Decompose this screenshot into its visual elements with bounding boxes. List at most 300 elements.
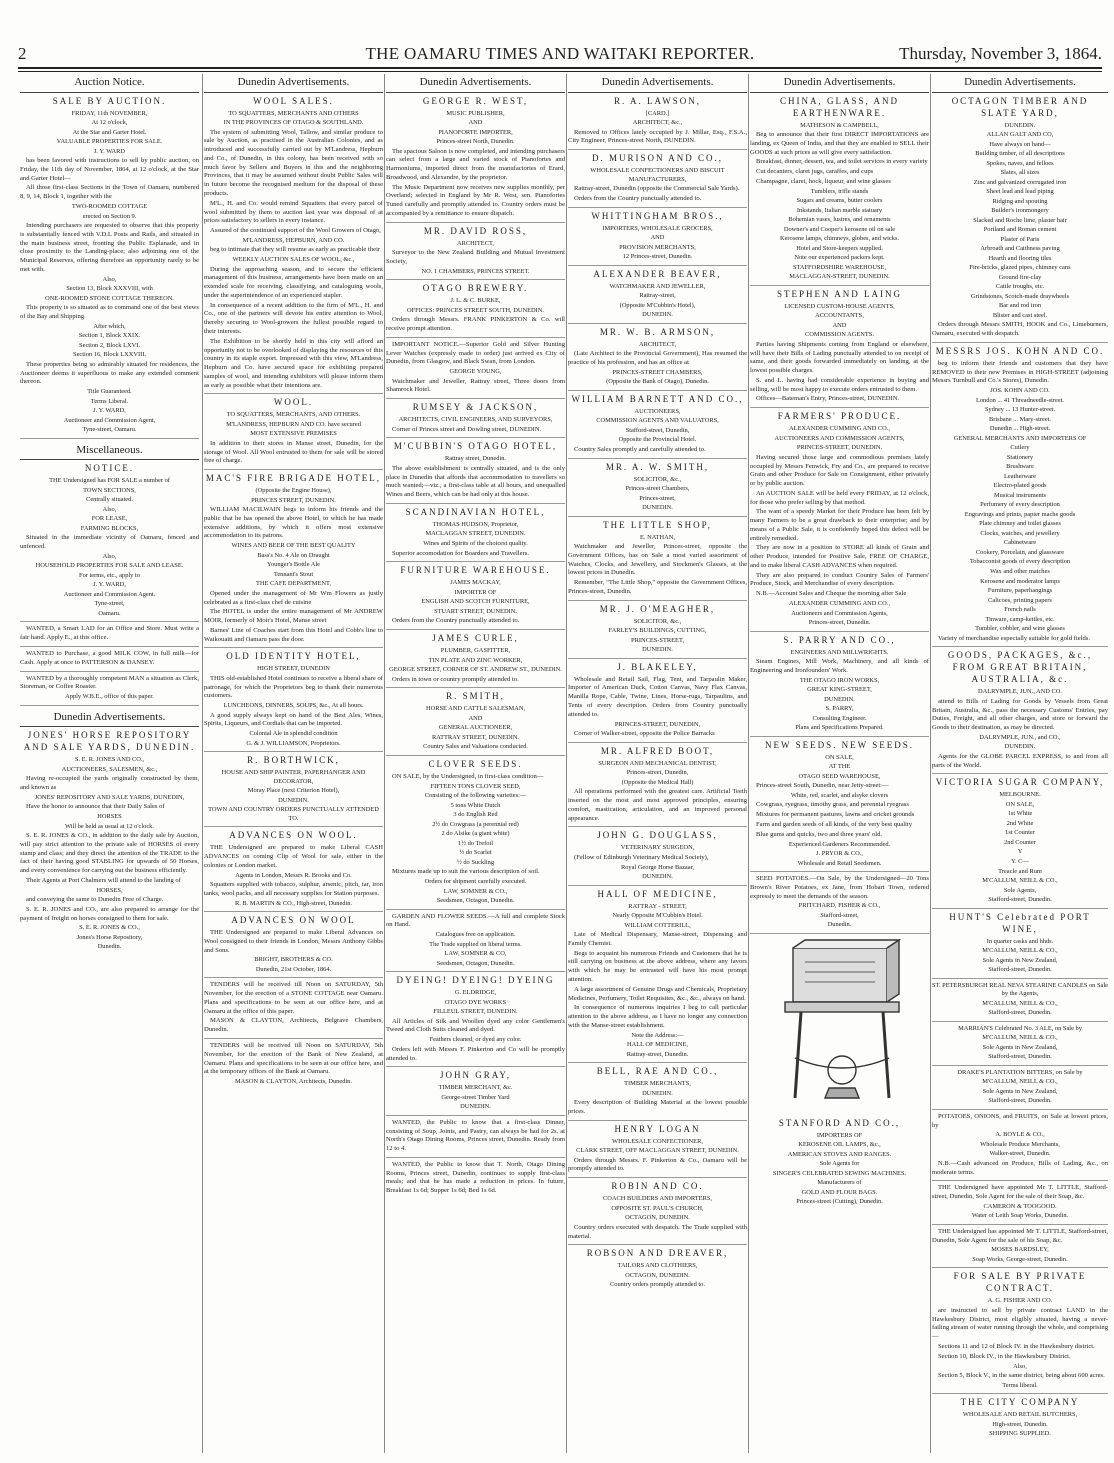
ad-line: In addition to their stores in Manse street, Dunedin, for the storage of Wool. All Wool entrusted to them for sale will be stored free of charge. [204,439,383,465]
ad-line: All Articles of Silk and Woollen dyed any color Gentlemen's Tweed and Cloth Suits cleaned and dyed. [386,1017,565,1034]
advertisement [568,1181,747,1245]
ad-line: Centrally situated. [86,496,133,504]
ad-line: MUSIC PUBLISHER, [446,109,505,117]
ad-line: COMMISSION AGENTS. [805,331,874,339]
ad-line: Perfumery of every description [980,501,1060,509]
issue-date: Thursday, November 3, 1864. [899,44,1102,63]
advertisement [386,759,565,910]
ad-line: FOR LEASE, [91,515,128,523]
ad-line: All operations performed with the greatest care. Artificial Teeth inserted on the most and most approved principles, ensuring comfort, mastication, articulation, and an improved personal appearance. [568,788,747,822]
ad-line: Also, [1013,1362,1027,1370]
advertisement [204,981,383,1039]
ad-line: DUNEDIN. [642,873,673,881]
ad-line: BRIGHT, BROTHERS & CO. [254,956,333,964]
ad-line: IMPORTERS, WHOLESALE GROCERS, [602,224,713,232]
ad-line: Dunedin. [827,921,852,929]
ad-line: PLUMBER, GASFITTER, [440,647,511,655]
ad-line: IMPORTER OF [454,588,497,596]
ad-line: Mixtures made up to suit the various description of soil. [392,868,540,876]
ad-title: OLD IDENTITY HOTEL, [226,651,361,662]
advertisement [386,633,565,688]
advertisement [20,625,199,647]
ad-line: Auctioneer and Commission Agent. [63,590,156,598]
ad-line: Cookery, Porcelain, and glassware [975,548,1065,556]
ad-line: Corner of Princes street and Dowling street, DUNEDIN. [392,425,542,433]
ad-line: Agents in London, Messrs R. Brooks and Co. [235,871,352,879]
ad-title: MAC'S FIRE BRIGADE HOTEL, [205,473,382,484]
ad-line: Terms Liberal. [90,397,129,405]
ad-line: DUNEDIN. [642,504,673,512]
advertisement [568,830,747,885]
ad-title: NOTICE. [84,463,135,474]
ad-line: PRINCES STREET, DUNEDIN. [251,496,336,504]
ad-line: Stationery [1006,453,1034,461]
ad-line: CLARK STREET, OFF MACLAGGAN STREET, DUNEDIN. [576,1147,739,1155]
ad-line: Superior accomodation for Boarders and Travellers. [392,549,529,557]
ad-line: In consequence of numerous inquiries I beg to call particular attention to the above address, as I have no longer any connection with the Manse-street establishment. [568,1004,747,1029]
ad-line: Orders for shipment carefully executed. [424,878,527,886]
ad-line: Rattray street, Dunedin. [444,455,507,463]
ad-line: 1st White [1007,810,1033,818]
ad-line: Remember, "The Little Shop," opposite the Government Offices, Princes-street, Dunedin. [568,579,747,595]
ad-title: HALL OF MEDICINE, [597,888,718,899]
ad-line: Kerosene lamps, chimneys, globes, and wicks. [779,235,900,243]
ad-line: THE Undersigned have appointed Mr T. LITTLE, Stafford-street, Dunedin, Sole Agent for the sale of their Soap, &c. [932,1184,1108,1201]
ad-line: Seedsmen, Octagon, Dunedin. [436,959,515,967]
ad-line: OCTAGON, DUNEDIN. [625,1271,690,1279]
ad-line: The system of submitting Wool, Tallow, and similar produce to sale by Auction, as practised in the Australian Colonies, and as introduced and successfully carried out by M'Landress, Hepburn and Co., of Dunedin, in this colony, has been received with so much favor by Sellers and Buyers in this and the neighboring Provinces, that it may be assumed without doubt Public Sales will in future become the recognised medium for the disposal of these products. [204,128,383,197]
ad-line: ENGINEERS AND MILLWRIGHTS. [790,648,889,656]
ad-line: ON SALE, [1005,800,1035,808]
ad-line: Begs to acquaint his numerous Friends and Customers that he is still carrying on business at the above address, where any favors with which he may be entrusted will have his most prompt attention. [568,949,747,984]
ad-line: S. E. R. JONES & CO., [79,924,140,932]
advertisement [750,740,929,872]
advertisement [932,346,1108,647]
ad-line: Brisbane ... Mary-street. [988,415,1052,423]
ad-title: FURNITURE WAREHOUSE. [400,565,551,576]
ad-line: Tennant's Stout [273,570,314,578]
ad-line: (Opposite the Engine House), [255,487,332,495]
ad-title: RUMSEY & JACKSON, [412,402,539,413]
ad-title: ADVANCES ON WOOL. [229,830,358,841]
ad-line: Parties having Shipments coming from England or elsewhere, will have their Bills of Lading punctually attended to on receipt of same, and their goods forwarded immediately on landing, at the lowest possible charges. [750,340,929,375]
ad-line: SEED POTATOES.—On Sale, by the Undersigned—20 Tons Brown's River Potatoes, ex Jane, from Hobart Town, ordered expressly to meet the demands of the season. [750,875,929,900]
ad-line: Title Guaranteed. [87,388,132,396]
ad-line: M'CALLUM, NEILL & CO., [982,877,1058,885]
ad-line: Orders from the Country punctually attended to. [392,617,520,625]
ad-line: NO. 1 CHAMBERS, PRINCES STREET. [421,267,530,275]
ad-line: Note our experienced packers kept. [794,254,885,262]
ad-line: DUNEDIN. [824,695,855,703]
ad-line: TOWN AND COUNTRY ORDERS PUNCTUALLY ATTENDED TO. [208,806,379,822]
ad-line: SHIPPING SUPPLIED. [989,1430,1051,1438]
ad-line: Will be held as usual at 12 o'clock. [65,822,154,830]
ad-line: Rattray-street, Dunedin. [626,1050,689,1058]
ad-line: Cattle troughs, etc. [995,283,1045,291]
ad-line: WANTED, the Public to know that T. North, Otago Dining Rooms, Princes street, Dunedin, continues to supply first-class meals; and that he has made a reduction in prices. In future, Breakfast 1s 6d; Supper 1s 6d; Bed 1s 6d. [386,1160,565,1195]
advertisement [568,462,747,517]
ad-line: STUART STREET, DUNEDIN. [434,607,517,615]
ad-line: TOWN SECTIONS, [83,486,136,494]
ad-line: IN THE PROVINCES OF OTAGO & SOUTHLAND. [223,119,364,127]
advertisement [20,730,199,955]
advertisement [932,1228,1108,1269]
ad-line: Opposite the Provincial Hotel. [618,436,697,444]
ad-line: Dunedin ... High-street. [989,425,1051,433]
ad-line: M'L., H. and Co. would remind Squatters that every parcel of wool submitted by them to auction last year was disposal of at prices satisfactory to sellers in every instance. [204,199,383,225]
ad-line: Bar and rod iron [998,302,1042,310]
ad-line: Beg to announce that their first DIRECT IMPORTATIONS are landing, ex Queen of India, and that they are enabled to SELL their GOODS at such prices as will give every satisfaction. [750,131,929,156]
ad-line: Opened under the management of Mr Wm Flowers as justly celebrated as a first-class chef de cuisine [204,589,383,606]
ad-line: J. Y. WARD, [93,407,126,415]
ad-line: M'LANDRESS, HEPBURN AND CO. have secured [226,420,361,428]
ad-line: COACH BUILDERS AND IMPORTERS, [603,1195,712,1203]
ad-title: R. A. LAWSON, [613,95,702,106]
advertisement [204,755,383,827]
ad-line: DUNEDIN. [1004,121,1036,129]
ad-line: Calicoes, printing papers [988,596,1052,604]
newspaper-title: THE OAMARU TIMES AND WAITAKI REPORTER. [365,44,755,63]
ad-line: JONES' REPOSITORY AND SALE YARDS, DUNEDIN, [34,793,185,801]
advertisement [386,341,565,399]
ad-line: Colonial Ale in splendid condition [249,730,338,738]
ad-line: GEORGE STREET, CORNER OF ST. ANDREW ST., DUNEDIN. [389,666,562,674]
ad-line: ENGLISH AND SCOTCH FURNITURE, [421,598,530,606]
ad-line: N.B.—Account Sales and Cheque the morning after Sale [756,590,907,598]
ad-line: N.B.—Cash advanced on Produce, Bills of Lading, &c., on moderate terms. [932,1159,1108,1176]
advertisement [568,269,747,324]
ad-line: M'CALLUM, NEILL & CO., [982,1078,1058,1086]
ad-line: AUCTIONEERS AND COMMISSION AGENTS, [774,434,905,442]
ad-line: Moray Place (next Criterion Hotel), [247,787,340,795]
ad-line: THE Undersigned has appointed Mr T. LITTLE, Stafford-street, Dunedin, Sole Agent for the sale of his Soap, &c. [932,1227,1108,1244]
ad-line: Sole Agents in New Zealand, [982,1043,1058,1051]
ad-title: OCTAGON TIMBER AND SLATE YARD, [951,95,1089,118]
ad-line: Ridging and spouting [992,197,1048,205]
ad-line: The Trade supplied on liberal terms. [429,940,522,948]
ad-line: For terms, etc., apply to [79,571,140,579]
ad-line: VALUABLE PROPERTIES FOR SALE. [56,138,163,146]
column-heading: Dunedin Advertisements. [386,74,565,93]
ad-line: TO SQUATTERS, MERCHANTS, AND OTHERS. [226,411,361,419]
ad-line: Section 5, Block V., in the same district, being about 600 acres. [938,1372,1105,1380]
column-heading: Dunedin Advertisements. [568,74,747,93]
advertisement [20,650,199,672]
ad-line: Removed to Offices lately occupied by J. Millar, Esq., F.S.A., City Engineer, Princes-street North, DUNEDIN. [568,128,747,145]
ad-line: ST. PETERSBURGH REAL NEVA STEARINE CANDLES on Sale by the Agents, [932,981,1108,998]
ad-line: The want of a speedy Market for their Produce has been felt by many Farmers to be a great drawback to their enterprise; and by means of a Public Sale, it is confidently hoped this defect will be entirely remedied. [750,508,929,542]
ad-title: GOODS, PACKAGES, &c., FROM GREAT BRITAIN, AUSTRALIA, &c. [947,650,1093,685]
advertisement [932,1069,1108,1110]
ad-title: VICTORIA SUGAR COMPANY, [935,777,1105,788]
ad-line: Orders in town or country promptly attended to. [392,675,519,683]
ad-line: Downer's and Cooper's kerosene oil on sale [783,225,896,233]
advertisement [568,1124,747,1179]
column-6 [932,74,1108,1453]
ad-line: GREAT KING-STREET, [807,686,872,694]
ad-line: Tumbler, cobbler, and wine glasses [975,625,1065,633]
ad-line: DALRYMPLE, JUN., AND CO. [978,688,1062,696]
ad-line: Stafford-street, Dunedin. [988,1053,1052,1061]
ad-line: Bass's No. 4 Ale on Draught [257,551,330,559]
ad-line: Rattray-street, [639,292,676,300]
ad-line: E. NATHAN, [640,533,675,541]
ad-title: HENRY LOGAN [614,1123,701,1134]
advertisement [204,915,383,978]
advertisement [750,875,929,934]
ad-title: MR. ALFRED BOOT, [600,745,715,756]
advertisement [386,1161,565,1199]
ad-line: Agents for the GLOBE PARCEL EXPRESS, to and from all parts of the World. [932,752,1108,769]
ad-line: Blue gums and quicks, two and three years' old. [756,830,883,838]
ad-line: (Opposite the Medical Hall) [621,778,694,786]
column-5 [750,74,929,1453]
ad-line: has been favored with instructions to sell by public auction, on Friday, the 11th day of November, 1864, at 12 o'clock, at the Star and Garter Hotel— [20,157,199,182]
ad-line: Consulting Engineer. [812,714,867,722]
ad-line: ½ do Suckling [456,858,495,866]
advertisement [568,211,747,266]
ad-title: WHITTINGHAM BROS., [591,210,724,221]
advertisement [386,283,565,338]
ad-line: Builder's ironmongery [991,207,1049,215]
ad-line: LUNCHEONS, DINNERS, SOUPS, &c., At all hours. [223,702,364,710]
ad-line: Blister and cast steel. [992,311,1048,319]
ad-line: Sections 11 and 12 of Block IV. in the Hawkesbury district. [938,1343,1095,1350]
ad-line: G. & J. WILLIAMSON, Proprietors. [246,739,341,747]
ad-line: Cowgrass, ryegrass, timothy grass, and perennial ryegrass [756,801,909,809]
ad-line: WHOLESALE CONFECTIONER, [612,1137,703,1145]
ad-line: Zinc and galvanized corrugated iron [973,178,1067,186]
ad-line: Section 10, Block IV., in the Hawkesbury District. [938,1352,1071,1360]
ad-line: Orders through Messrs. FRANK PINKERTON & Co. will receive prompt attention. [386,316,565,333]
section-heading: Dunedin Advertisements. [20,709,199,728]
ad-line: AND [832,321,847,329]
ad-title: MR. J. O'MEAGHER, [599,603,716,614]
ad-line: Spokes, naves, and felloes [986,159,1054,167]
ad-line: HOUSE AND SHIP PAINTER, PAPERHANGER AND DECORATOR, [221,769,366,785]
ad-title: M'CUBBIN'S OTAGO HOTEL, [393,441,558,452]
advertisement [932,650,1108,774]
ad-title: MR. A. W. SMITH, [605,461,710,472]
ad-line: They are now in a position to STORE all kinds of Grain and other Produce, intended for Positive Sale, FREE OF CHARGE, and to make liberal CASH ADVANCES when required. [750,544,929,569]
ad-line: LAW, SOMNER & CO., [443,887,508,895]
ad-line: M'LANDRESS, HEPBURN, AND CO. [242,236,345,244]
ad-line: The HOTEL is under the entire management of Mr ANDREW MOIR, formerly of Moir's Hotel, Manse street [204,608,383,625]
ad-line: Sole Agents for [819,1160,860,1168]
ad-line: PRINCES-STREET, [631,636,684,644]
advertisement [568,1066,747,1121]
ad-title: ALEXANDER BEAVER, [593,268,722,279]
ad-line: THE Undersigned are prepared to make Liberal Advances on Wool consigned to their friends in London, Messrs Anthony Gibbs and Sons. [204,929,383,954]
ad-line: TIN PLATE AND ZINC WORKER, [428,656,523,664]
advertisement [568,394,747,459]
ad-title: OTAGO BREWERY. [422,283,529,294]
ad-line: RATTRAY STREET, DUNEDIN. [431,733,520,741]
ad-line: S. E. R. JONES and CO., are also prepared to arrange for the payment of freight on horses consigned to them for sale. [20,905,199,922]
ad-line: MATHESON & CAMPBELL, [800,121,879,129]
ad-line: Section 16, Block LXXVIII. [73,351,146,359]
ad-title: STEPHEN AND LAING [777,288,902,299]
ad-line: FIFTEEN TONS CLOVER SEED, [430,782,521,790]
advertisement [568,327,747,391]
ad-line: beg to intimate that they will resume as early as practicable their [210,246,381,254]
ad-line: [CARD.] [645,109,670,117]
advertisement [750,938,929,1210]
advertisement [932,96,1108,343]
column-separator [202,74,203,1453]
ad-line: Stafford-street, Dunedin. [988,896,1052,904]
ad-line: JAMES MACKAY, [450,579,501,587]
ad-line: Also, [102,505,117,513]
ad-line: POTATOES, ONIONS, and FRUITS, on Sale at lowest prices, by [932,1112,1108,1129]
ad-line: AT THE [828,763,851,771]
ad-line: Having re-occupied the yards originally constructed by them, and known as [20,775,199,791]
ad-line: High-street, Dunedin. [992,1420,1048,1428]
ad-line: 2 do Alsike (a giant white) [441,830,510,838]
ad-line: SINGER'S CELEBRATED SEWING MACHINES. [772,1169,907,1177]
ad-line: Consisting of the following varieties:— [424,792,527,800]
ad-line: TAILORS AND CLOTHIERS, [617,1262,698,1270]
ad-line: The Exhibition to be shortly held in this city will afford an opportunity not to be overlooked of displaying the resources of this country in its staple export. Impressed with this view, M'Landress, Hepburn and Co. have secured space for exhibiting prepared samples of wool, and intending exhibitors will please inform them as early as possible what their intentions are. [204,337,383,389]
advertisement [20,463,199,622]
ad-line: beg to inform their friends and customers that they have REMOVED to their new Premises in HIGH-STREET (adjoining Messrs Turnbull and Co.'s Stores), Dunedin. [932,359,1108,385]
ad-line: The Music Department now receives new supplies monthly, per Overland; selected in England by Mr R. West, sen. Pianofortes Tuned carefully and promptly attended to. Country orders must be accompanied by a remittance to ensure dispatch. [386,183,565,218]
ad-line: In consequence of a recent addition to the firm of M'L., H. and Co., one of the partners will devote his entire attention to Wool, thereby securing to Wool-growers the fullest possible regard to their interests. [204,301,383,335]
ad-line: AND [468,714,483,722]
advertisement [932,1397,1108,1442]
ad-line: After which, [93,322,126,330]
ad-line: HALL OF MEDICINE, [626,1041,688,1049]
ad-line: TIMBER MERCHANT, &c. [438,1084,513,1092]
ad-line: DUNEDIN. [642,1089,673,1097]
ad-line: Princes-street, Dunedin, [626,769,689,777]
ad-title: WILLIAM BARNETT AND CO., [571,393,744,404]
ad-line: S. and L. having had considerable experience in buying and selling, will be most happy to execute orders entrusted to them. [750,376,929,393]
ad-title: R. BORTHWICK, [247,755,340,766]
ad-line: ARCHITECT, [639,340,676,348]
ad-title: R. SMITH, [446,691,505,702]
ad-line: HORSES [97,812,122,820]
ad-line: ALEXANDER CUMMING AND CO., [788,599,890,607]
advertisement [204,397,383,470]
ad-line: Leatherware [1004,472,1036,480]
ad-line: Also, [102,552,117,560]
ad-line: AND [650,234,665,242]
masthead [18,44,1102,64]
ad-line: RATTRAY - STREET, [628,902,687,910]
ad-line: Hotel and Store-keepers supplied. [796,244,883,252]
ad-line: Plate chimney and toilet glasses [979,520,1061,528]
ad-line: A. BOYLE & CO., [995,1131,1045,1139]
advertisement [386,691,565,756]
ad-line: A large assortment of Genuine Drugs and Chemicals, Proprietary Medicines, Perfumery, Toilet Requisites, &c., &c., always on hand. [568,985,747,1002]
ad-line: SURGEON AND MECHANICAL DENTIST, [598,759,717,767]
ad-line: Water of Leith Soap Works, Dunedin. [971,1212,1069,1220]
column-separator [566,74,567,1453]
ad-line: Princes-street (Cutting), Dunedin. [796,1198,883,1206]
ad-line: CAMERON & TOOGOOD. [983,1202,1057,1210]
ad-line: Section 1, Block XXIX. [78,332,141,340]
ad-line: MARRIAN'S Celebrated No. 3 ALE, on Sale by [958,1024,1082,1032]
ad-line: The spacious Saloon is now completed, and intending purchasers can select from a large and varied stock of Pianofortes and Harmoniums, imported direct from the manufactories of Erard, Broadwood, and Alexandre, by the proprietor. [386,147,565,181]
ad-title: WOOL. [273,397,314,408]
ad-line: Orders from the Country punctually attended to. [574,194,702,202]
ad-line: Tinware, camp-kettles, etc. [985,615,1055,623]
ad-title: GEORGE R. WEST, [422,95,529,106]
ad-title: THE CITY COMPANY [960,1397,1080,1408]
ad-title: BELL, RAE AND CO., [596,1066,719,1077]
ad-line: ½ do Scarlet [459,849,492,857]
ad-line: At the Star and Garter Hotel. [72,128,147,136]
ad-line: Have the honor to announce that their Daily Sales of [26,803,165,811]
ad-line: Electro-plated goods [993,482,1047,490]
ad-line: DRAKE'S PLANTATION BITTERS, on Sale by [957,1068,1083,1076]
ad-line: OTAGO DYE WORKS [444,998,507,1006]
ad-line: Bohemian vases, lustres, and ornaments [788,216,891,224]
ad-line: WANTED to Purchase, a good MILK COW, in full milk—for Cash. Apply at once to PATTERSON & DANSEY. [20,650,199,666]
ad-line: STAFFORDSHIRE WAREHOUSE, [792,263,887,271]
ad-line: LAW, SOMNER & CO, [444,950,507,958]
ad-line: At 12 o'clock, [91,119,128,127]
advertisement [568,153,747,208]
ad-line: Soap Works, George-street, Dunedin. [972,1255,1068,1263]
ad-line: PIANOFORTE IMPORTER, [438,128,513,136]
ad-line: Orders through Messrs. F. Pinkerton & Co., Oamaru will be promptly attended to. [568,1156,747,1173]
ad-line: These properties being so admirably situated for residences, the Auctioneer deems it superfluous to make any extended comment thereon. [20,360,199,386]
ad-line: AUCTIONEERS, SALESMEN, &c., [61,765,158,773]
ad-line: LICENSED CUSTOM-HOUSE AGENTS, [784,302,895,310]
ad-line: WILLIAM MACILWAIN begs to inform his friends and the public that he has opened the above Hotel, to which he has made extensive additions, by which it offers most extensive accommodation to its patrons. [204,506,383,540]
ad-line: Also, [102,275,117,283]
ad-line: SOLICITOR, &c., [633,617,682,625]
ad-line: MACLAGGAN STREET, DUNEDIN. [425,530,526,538]
ad-line: Fire-bricks, glazed pipes, chimney cans [969,264,1071,272]
advertisement [750,635,929,737]
advertisement [20,96,199,439]
ad-line: London ... 41 Threadneedle-street. [975,396,1065,404]
ad-line: (Opposite the Bank of Otago), Dunedin. [606,378,709,386]
ad-line: Sugars and creams, butter coolers [796,197,883,205]
ad-line: White, red, scarlet, and alsyke clovers [790,791,889,799]
ad-line: AUCTIONEERS, [634,407,681,415]
ad-line: Having secured those large and commodious premises lately occupied by Messrs Fenwick, Fry and Co., are prepared to receive Grain and other Produce for Sale on Consignment, either privately or by public auction. [750,453,929,488]
ad-line: Their Agents at Port Chalmers will attend to the landing of [26,876,181,884]
ad-line: 3 do English Red [453,811,498,819]
advertisement [386,1119,565,1158]
ad-line: DUNEDIN. [460,1103,491,1111]
ad-line: Offices—Bateman's Entry, Princes-street, DUNEDIN. [756,395,900,403]
ad-line: PRINCES-STREET, DUNEDIN. [796,444,883,452]
ad-title: ADVANCES ON WOOL [231,915,356,926]
ad-line: Sole Agents in New Zealand, [982,1087,1058,1095]
ad-line: A. G. FISHER AND CO. [987,1297,1053,1305]
advertisement [386,975,565,1067]
advertisement [750,411,929,631]
ad-line: DALRYMPLE, JUN., and CO., [979,733,1061,741]
ad-line: Slacked and Roche lime, plaster hair [973,216,1067,224]
ad-line: 5 tons White Dutch [450,801,501,809]
ad-line: WANTED, a Smart LAD for an Office and Store. Must write a fair hand. Apply E., at this office. [20,625,199,642]
ad-line: ARCHITECTS, CIVIL ENGINEERS, AND SURVEYORS, [398,416,553,424]
ad-line: Cut decanters, claret jugs, caraffes, and cups [756,168,874,176]
ad-line: VETERINARY SURGEON, [620,844,695,852]
ad-line: S. E. R. JONES AND CO., [74,756,145,764]
ad-line: Cabinetware [1003,539,1037,547]
ad-line: WANTED by a thoroughly competent MAN a situation as Clerk, Storeman, or Coffee Roaster. [20,674,199,691]
ad-line: J. PRYOR & CO., [816,850,863,858]
ad-title: SALE BY AUCTION. [52,95,167,106]
ad-line: An AUCTION SALE will be held every FRIDAY, at 12 o'clock, for those who prefer selling by that method. [750,489,929,506]
